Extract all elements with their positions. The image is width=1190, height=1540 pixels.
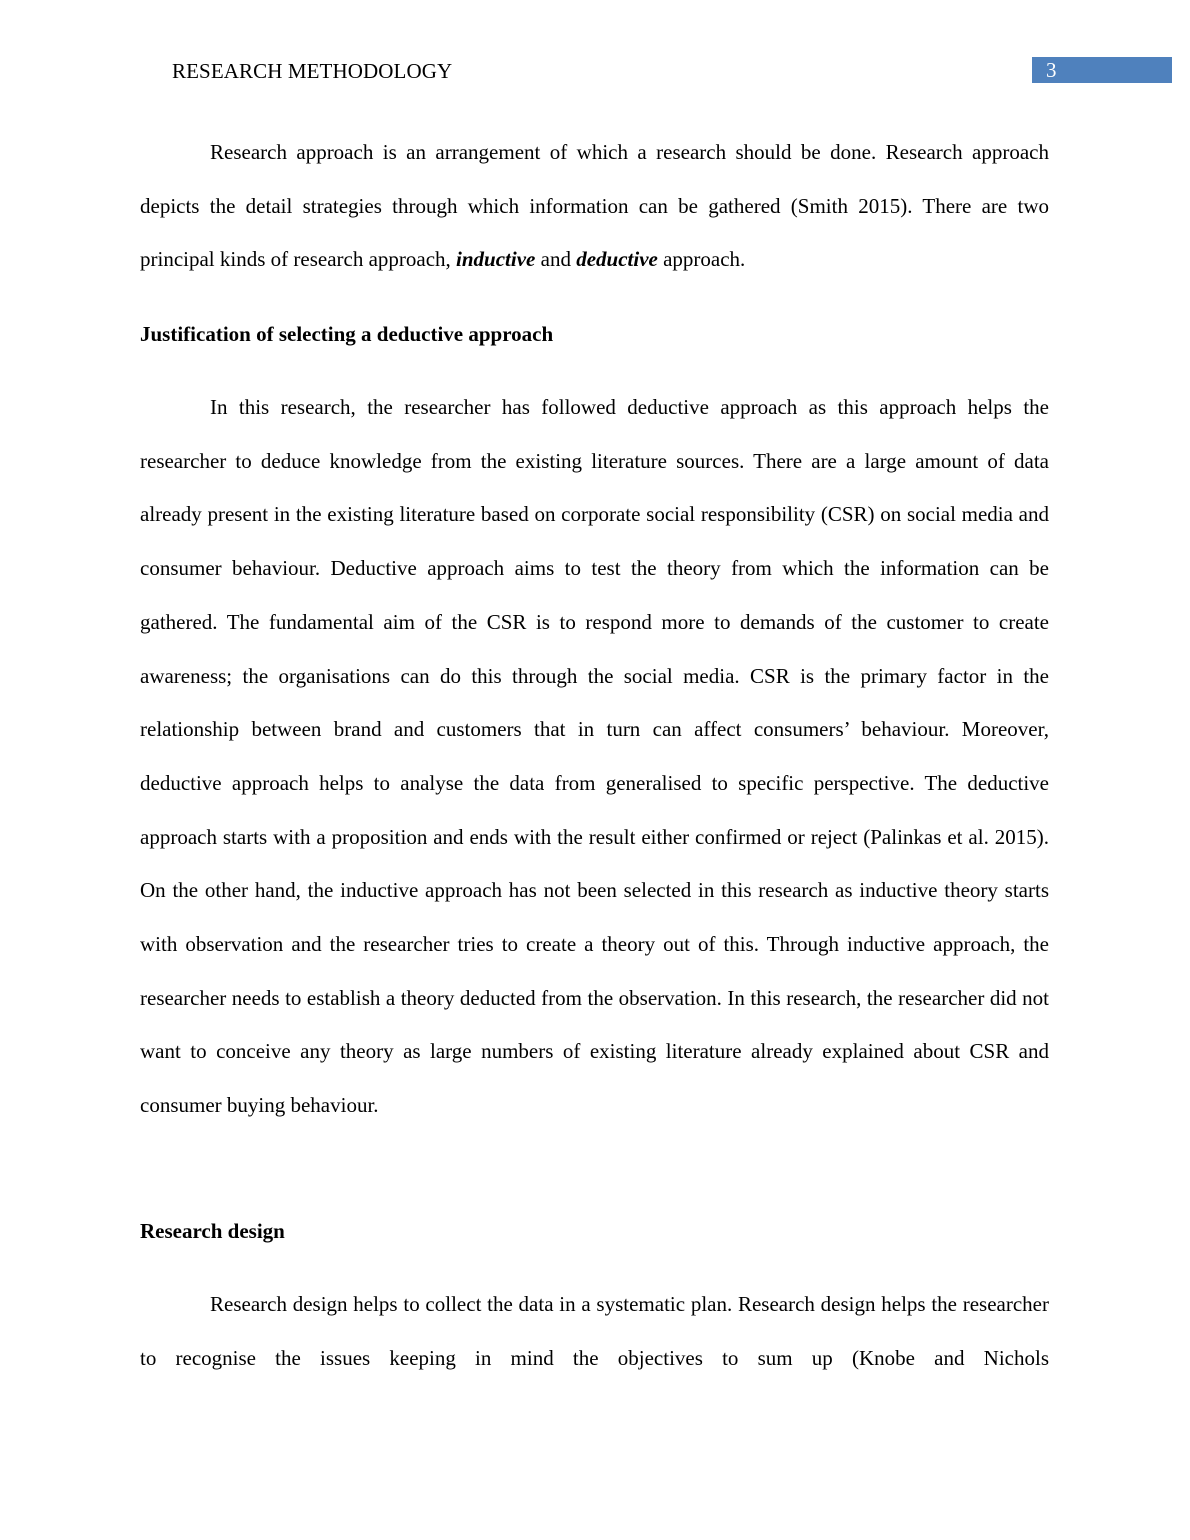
heading-justification: Justification of selecting a deductive approach xyxy=(140,322,554,346)
term-deductive: deductive xyxy=(576,247,658,272)
page-number-box xyxy=(1032,57,1172,83)
paragraph-text-start: Research approach is an arrangement of which a research should be done. Research approach depicts the detail strategies through which information can be gathered (Smith 2015). There are two principal kinds of research approach, xyxy=(140,140,1049,272)
page-number: 3 xyxy=(1046,58,1057,82)
running-head: RESEARCH METHODOLOGY xyxy=(172,59,453,83)
conjunction-and: and xyxy=(535,247,577,272)
heading-research-design: Research design xyxy=(140,1219,285,1243)
paragraph-research-design xyxy=(140,1278,1049,1385)
paragraph-research-approach xyxy=(140,126,1049,287)
paragraph-text-end: approach. xyxy=(657,247,746,272)
term-inductive: inductive xyxy=(456,247,536,272)
paragraph-text xyxy=(140,126,1049,287)
paragraph-text: Research design helps to collect the data in a systematic plan. Research design helps the researcher to recognise the issues keeping in mind the objectives to sum up (Knobe and Nichols xyxy=(140,1292,1049,1370)
paragraph-justification xyxy=(140,381,1049,1133)
paragraph-text: In this research, the researcher has followed deductive approach as this approach helps the researcher to deduce knowledge from the existing literature sources. There are a large amount of data already present in the existing literature based on corporate social responsibility (CSR) on social media and consumer behaviour. Deductive approach aims to test the theory from which the information can be gathered. The fundamental aim of the CSR is to respond more to demands of the customer to create awareness; the organisations can do this through the social media. CSR is the primary factor in the relationship between brand and customers that in turn can affect consumers’ behaviour. Moreover, deductive approach helps to analyse the data from generalised to specific perspective. The deductive approach starts with a proposition and ends with the result either confirmed or reject (Palinkas et al. 2015). On the other hand, the inductive approach has not been selected in this research as inductive theory starts with observation and the researcher tries to create a theory out of this. Through inductive approach, the researcher needs to establish a theory deducted from the observation. In this research, the researcher did not want to conceive any theory as large numbers of existing literature already explained about CSR and consumer buying behaviour. xyxy=(140,395,1049,1118)
